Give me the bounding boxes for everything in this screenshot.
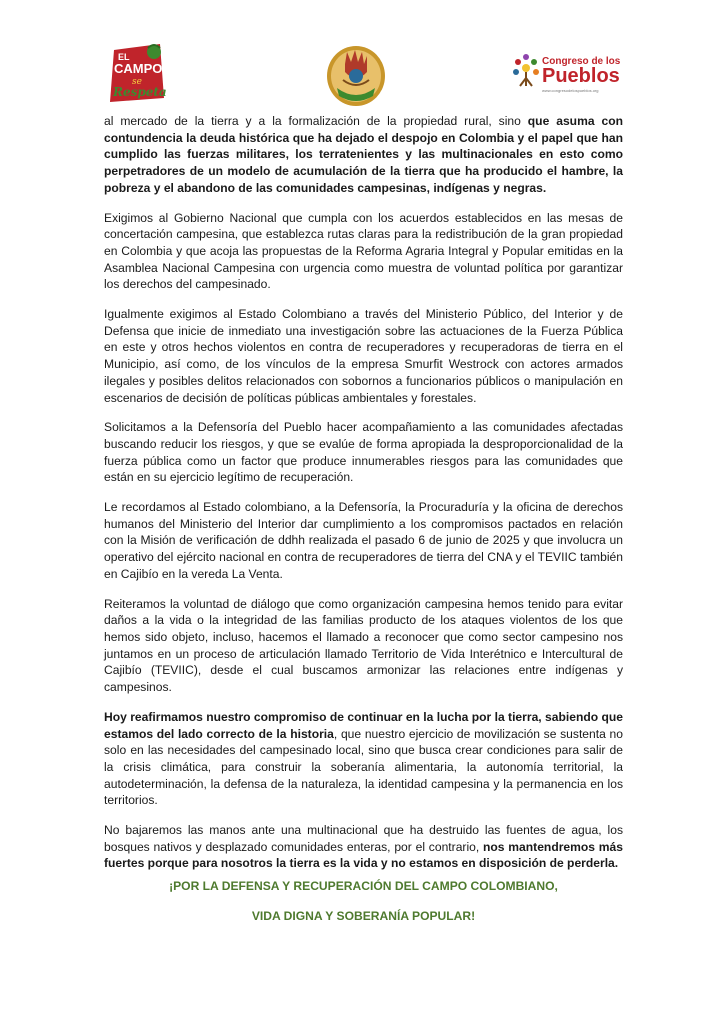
logo-el-text: EL bbox=[118, 52, 130, 62]
paragraph-8 bbox=[104, 822, 623, 872]
closing-slogan-line-2: VIDA DIGNA Y SOBERANÍA POPULAR! bbox=[251, 909, 476, 923]
paragraph-8-intro: No bajaremos las manos ante una multinacional que ha destruido las fuentes de agua, los bosques nativos y desplazado comunidades enteras, por el contrario, bbox=[104, 823, 623, 854]
paragraph-3: Igualmente exigimos al Estado Colombiano a través del Ministerio Público, del Interior y de Defensa que inicie de inmediato una investigación sobre las actuaciones de la Fuerza Pública en este y otros hechos violentos en contra de recuperadores y recuperadoras de tierra en el Municipio, así como, de los vínculos de la empresa Smurfit Westrock con actores armados ilegales y posibles delitos relacionados con sobornos a funcionarios públicos o manipulación en escenarios de decisión de políticas públicas ambientales y forestales. bbox=[104, 307, 623, 405]
logo-respeta-text: Respeta bbox=[113, 85, 167, 99]
congreso-label: Congreso de los bbox=[542, 56, 621, 67]
congreso-de-los-pueblos-logo bbox=[512, 52, 632, 98]
organization-emblem-logo bbox=[325, 44, 387, 108]
paragraph-4: Solicitamos a la Defensoría del Pueblo hacer acompañamiento a las comunidades afectadas buscando reducir los riesgos, y que se evalúe de forma apropiada la desproporcionalidad de la fuerza pública como un factor que produce innumerables riesgos para las comunidades que están en su ejercicio legítimo de recuperación. bbox=[104, 420, 623, 485]
closing-slogan-line-1: ¡POR LA DEFENSA Y RECUPERACIÓN DEL CAMPO COLOMBIANO, bbox=[169, 879, 558, 893]
congreso-url-label: www.congresodelospueblos.org bbox=[542, 88, 599, 93]
paragraph-5: Le recordamos al Estado colombiano, a la Defensoría, la Procuraduría y la oficina de derechos humanos del Ministerio del Interior dar cumplimiento a los compromisos pactados en relación con la Misión de verificación de ddhh realizada el pasado 6 de junio de 2025 y que involucra un operativo del ejército nacional en contra de recuperadores de tierra del CNA y el TEVIIC también en Cajibío en la vereda La Venta. bbox=[104, 500, 623, 581]
paragraph-6: Reiteramos la voluntad de diálogo que como organización campesina hemos tenido para evitar daños a la vida o la integridad de las familias producto de los ataques violentos de los que hemos sido objeto, incluso, hacemos el llamado a reconocer que como sector campesino nos juntamos en un proceso de articulación llamado Territorio de Vida Interétnico e Intercultural de Cajibío (TEVIIC), desde el cual buscamos armonizar las relaciones entre indígenas y campesinos. bbox=[104, 596, 623, 695]
el-campo-se-respeta-logo bbox=[104, 42, 170, 104]
paragraph-1-bold: que asuma con contundencia la deuda histórica que ha dejado el despojo en Colombia y el papel que han cumplido las fuerzas militares, los terratenientes y las multinacionales en esto como perpetradores de un modelo de acumulación de la tierra que ha producido el hambre, la pobreza y el abandono de las comunidades campesinas, indígenas y negras. bbox=[104, 114, 623, 195]
paragraph-7-bold: Hoy reafirmamos nuestro compromiso de continuar en la lucha por la tierra, sabiendo que estamos del lado correcto de la historia bbox=[104, 709, 623, 741]
logo-se-text: se bbox=[132, 77, 142, 87]
document-body bbox=[104, 113, 623, 885]
paragraph-1-intro: al mercado de la tierra y a la formalización de la propiedad rural, sino bbox=[104, 114, 528, 128]
logo-campo-text: CAMPO bbox=[114, 61, 163, 76]
paragraph-7-rest: , que nuestro ejercicio de movilización se sustenta no solo en las necesidades del campesinado local, sino que busca crear condiciones para salir de la crisis climática, para construir la soberanía alimentaria, la autonomía territorial, la autodeterminación, la defensa de la naturaleza, la identidad campesina y la permanencia en los territorios. bbox=[104, 726, 623, 808]
paragraph-2: Exigimos al Gobierno Nacional que cumpla con los acuerdos establecidos en las mesas de concertación campesina, que establezca rutas claras para la redistribución de la gran propiedad en Colombia y que acoja las propuestas de la Reforma Agraria Integral y Popular emitidas en la Asamblea Nacional Campesina con urgencia como muestra de voluntad política por garantizar los derechos del campesinado. bbox=[104, 210, 623, 292]
pueblos-label: Pueblos bbox=[542, 65, 620, 87]
paragraph-8-bold: nos mantendremos más fuertes porque para nosotros la tierra es la vida y no estamos en disposición de perderla. bbox=[104, 839, 623, 871]
page-header bbox=[0, 38, 724, 110]
paragraph-1 bbox=[104, 113, 623, 197]
paragraph-7 bbox=[104, 709, 623, 809]
